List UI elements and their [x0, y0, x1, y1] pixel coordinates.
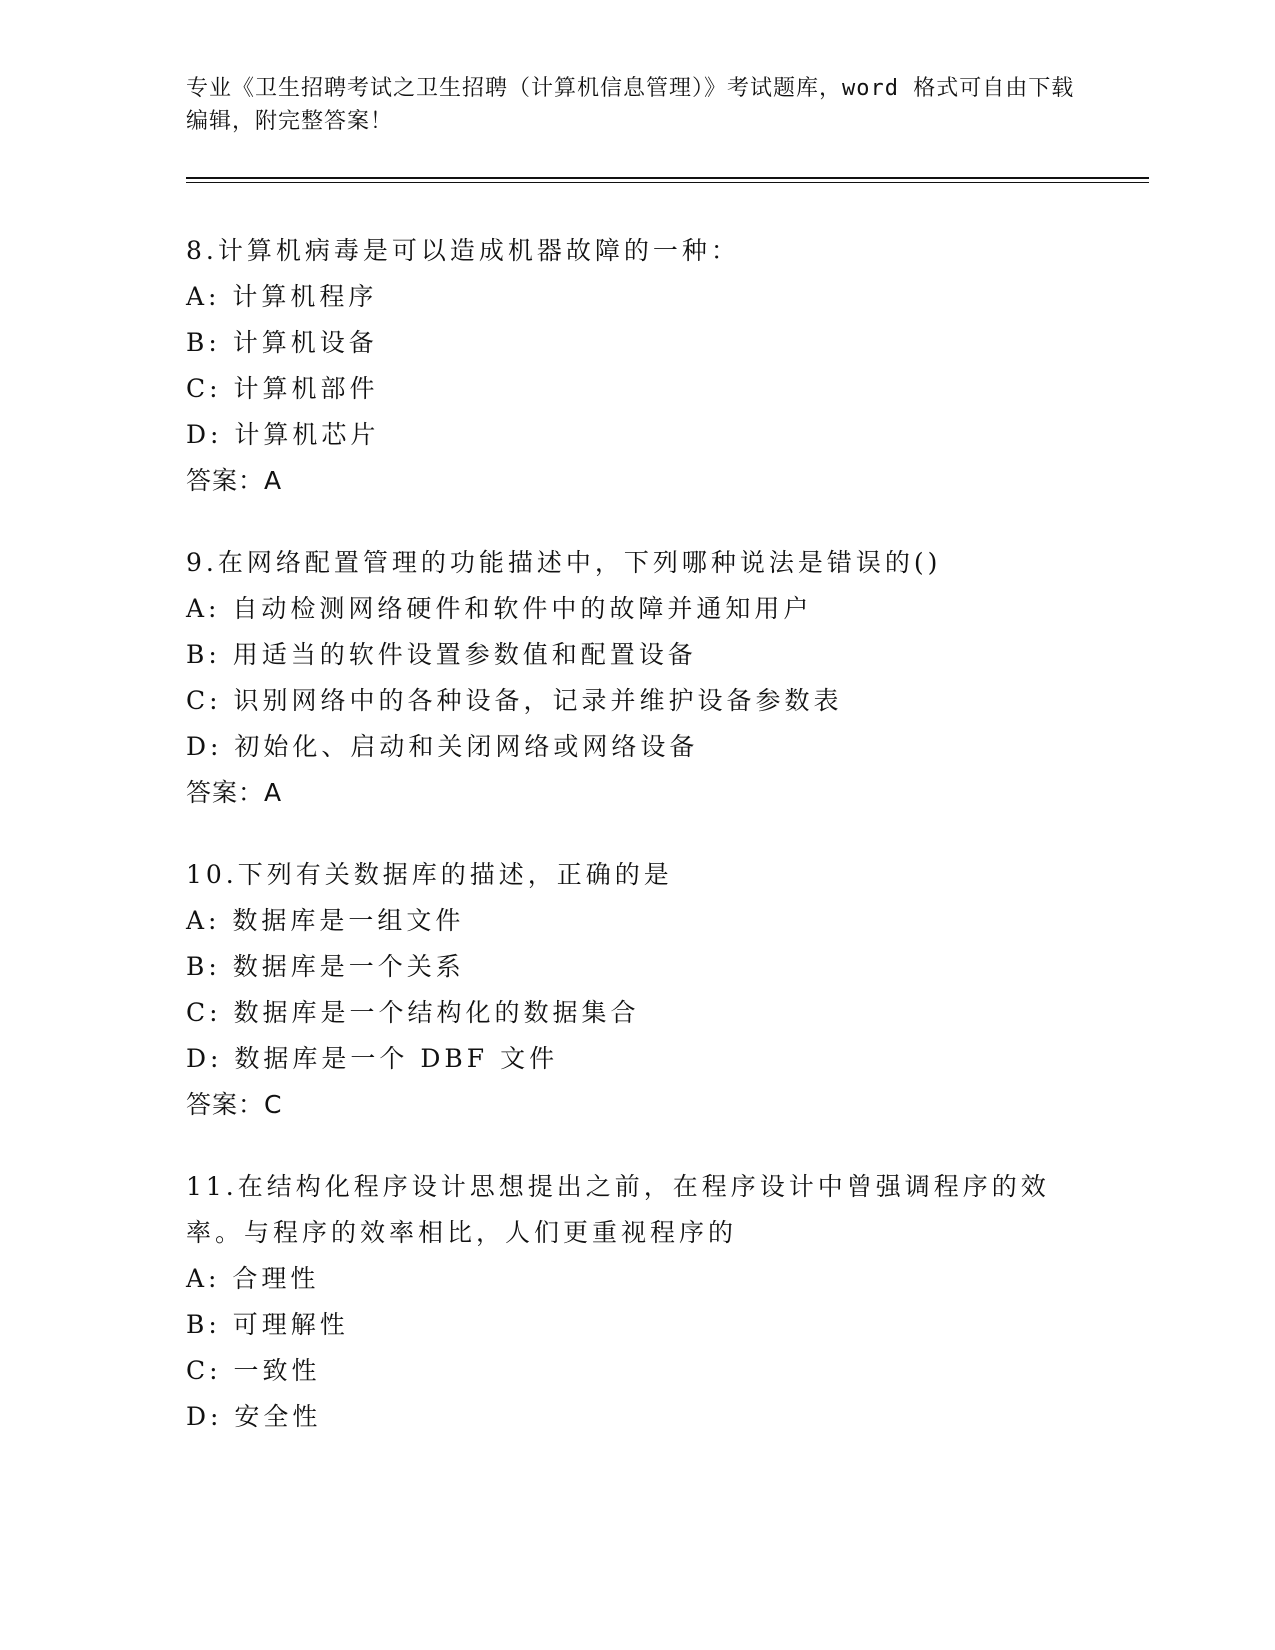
option-a: A: 数据库是一组文件 — [186, 906, 465, 935]
option-d: D: 安全性 — [186, 1402, 322, 1431]
option-b: B: 用适当的软件设置参数值和配置设备 — [186, 640, 697, 669]
question-9 — [186, 540, 1086, 816]
question-stem: 11.在结构化程序设计思想提出之前，在程序设计中曾强调程序的效率。与程序的效率相比，人们更重视程序的 — [186, 1172, 1050, 1247]
option-c: C: 计算机部件 — [186, 374, 379, 403]
answer-line: 答案：A — [186, 466, 283, 495]
question-stem: 10.下列有关数据库的描述，正确的是 — [186, 860, 673, 889]
header-divider-thin — [186, 182, 1149, 183]
question-stem: 9.在网络配置管理的功能描述中，下列哪种说法是错误的() — [186, 548, 942, 577]
option-b: B: 数据库是一个关系 — [186, 952, 465, 981]
option-d: D: 数据库是一个 DBF 文件 — [186, 1044, 559, 1073]
option-c: C: 识别网络中的各种设备，记录并维护设备参数表 — [186, 686, 843, 715]
option-c: C: 数据库是一个结构化的数据集合 — [186, 998, 640, 1027]
document-header: 专业《卫生招聘考试之卫生招聘（计算机信息管理）》考试题库，word 格式可自由下载编辑，附完整答案！ — [186, 76, 1075, 134]
option-b: B: 可理解性 — [186, 1310, 349, 1339]
option-d: D: 计算机芯片 — [186, 420, 380, 449]
question-8 — [186, 228, 1086, 504]
question-stem: 8.计算机病毒是可以造成机器故障的一种： — [186, 236, 740, 265]
question-11 — [186, 1164, 1086, 1440]
question-10 — [186, 852, 1086, 1128]
answer-line: 答案：A — [186, 778, 283, 807]
option-a: A: 计算机程序 — [186, 282, 378, 311]
option-b: B: 计算机设备 — [186, 328, 378, 357]
option-a: A: 合理性 — [186, 1264, 320, 1293]
option-d: D: 初始化、启动和关闭网络或网络设备 — [186, 732, 699, 761]
option-c: C: 一致性 — [186, 1356, 321, 1385]
answer-line: 答案：C — [186, 1090, 283, 1119]
option-a: A: 自动检测网络硬件和软件中的故障并通知用户 — [186, 594, 813, 623]
question-list — [186, 228, 1086, 1476]
header-divider-thick — [186, 177, 1149, 179]
